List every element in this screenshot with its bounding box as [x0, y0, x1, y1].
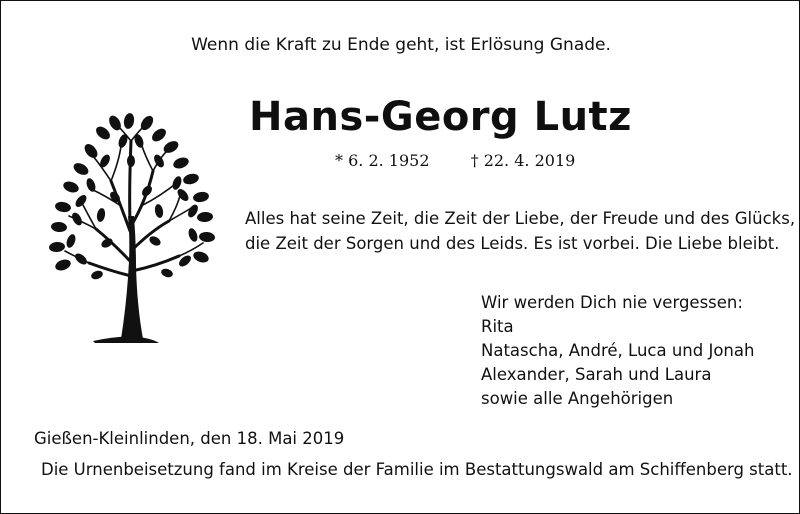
- deceased-name: Hans-Georg Lutz: [249, 94, 632, 140]
- mourners-line: Wir werden Dich nie vergessen:: [481, 293, 743, 312]
- mourners-line: Rita: [481, 317, 514, 336]
- birth-date: * 6. 2. 1952: [335, 151, 430, 170]
- mourners-list: [481, 291, 754, 411]
- mourners-line: sowie alle Angehörigen: [481, 389, 674, 408]
- place-and-date: Gießen-Kleinlinden, den 18. Mai 2019: [34, 429, 345, 448]
- quote-line: Alles hat seine Zeit, die Zeit der Liebe, der Freude und des Glücks,: [245, 209, 796, 228]
- motto: Wenn die Kraft zu Ende geht, ist Erlösung Gnade.: [191, 35, 611, 55]
- burial-notice: Die Urnenbeisetzung fand im Kreise der Familie im Bestattungswald am Schiffenberg statt.: [41, 460, 793, 479]
- life-dates: [335, 151, 575, 170]
- quote: [245, 206, 795, 256]
- death-date: † 22. 4. 2019: [470, 151, 576, 170]
- mourners-line: Natascha, André, Luca und Jonah: [481, 341, 755, 360]
- tree-icon: [41, 111, 221, 351]
- quote-line: die Zeit der Sorgen und des Leids. Es ist vorbei. Die Liebe bleibt.: [245, 234, 780, 253]
- mourners-line: Alexander, Sarah und Laura: [481, 365, 712, 384]
